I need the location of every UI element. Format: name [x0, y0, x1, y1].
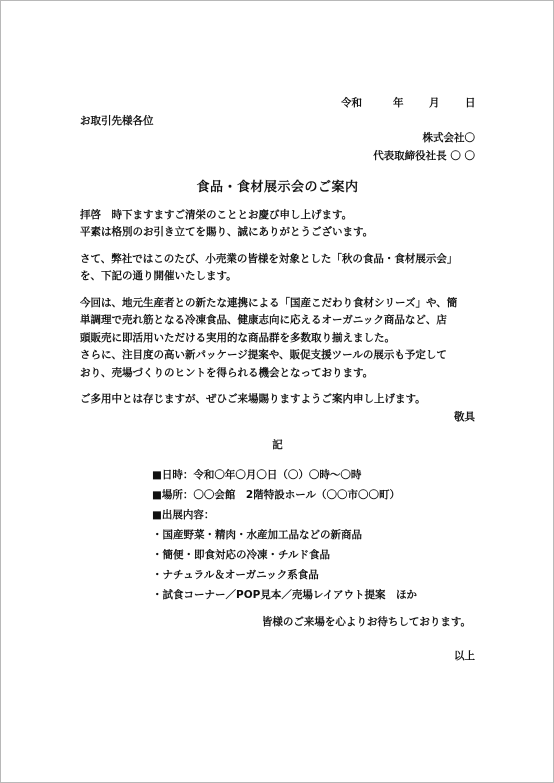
ki-heading: 記 — [272, 439, 283, 451]
greeting-line: 拝啓 時下ますますご清栄のこととお慶び申し上げます。 — [80, 208, 353, 221]
intro-line: を、下記の通り開催いたします。 — [80, 270, 237, 282]
date-era: 令和 — [341, 97, 362, 109]
detail-item: ・国産野菜・精肉・水産加工品などの新商品 — [152, 528, 362, 541]
intro-line: さて、弊社ではこのたび、小売業の皆様を対象とした「秋の食品・食材展示会」 — [80, 252, 458, 265]
detail-item: ・試食コーナー／POP見本／売場レイアウト提案 ほか — [152, 588, 417, 601]
body-line: さらに、注目度の高い新パッケージ提案や、販促支援ツールの展示も予定して — [80, 349, 447, 361]
greeting-paragraph — [80, 207, 475, 242]
date-month: 月 — [429, 97, 440, 109]
body-line: 単調理で売れ筋となる冷凍食品、健康志向に応えるオーガニック商品など、店 — [80, 314, 447, 326]
body-line: おり、売場づくりのヒントを得られる機会となっております。 — [80, 366, 374, 379]
body-paragraph — [80, 295, 475, 383]
detail-item: ・ナチュラル＆オーガニック系食品 — [152, 568, 319, 581]
keigu: 敬具 — [454, 410, 475, 423]
detail-contents-heading: ■出展内容： — [152, 508, 215, 521]
body-line: 頭販売に即活用いただける実用的な商品群を多数取り揃えました。 — [80, 331, 395, 344]
greeting-line: 平素は格別のお引き立てを賜り、誠にありがとうございます。 — [80, 226, 374, 238]
representative-name: 代表取締役社長 〇 〇 — [373, 149, 475, 162]
event-details — [152, 465, 475, 605]
ijou: 以上 — [454, 650, 475, 662]
date-line — [80, 95, 475, 113]
document-title: 食品・食材展示会のご案内 — [196, 180, 359, 195]
closing-line: 皆様のご来場を心よりお待ちしております。 — [261, 615, 471, 628]
request-line: ご多用中とは存じますが、ぜひご来場賜りますようご案内申し上げます。 — [80, 393, 426, 405]
letter-body — [80, 95, 475, 666]
date-day: 日 — [465, 97, 476, 109]
date-year: 年 — [393, 97, 404, 109]
company-name: 株式会社〇 — [422, 132, 475, 144]
detail-datetime: ■日時：令和〇年〇月〇日（〇）〇時～〇時 — [152, 468, 362, 481]
body-line: 今回は、地元生産者との新たな連携による「国産こだわり食材シリーズ」や、簡 — [80, 296, 458, 309]
detail-venue: ■場所：〇〇会館 2階特設ホール（〇〇市〇〇町） — [152, 488, 401, 501]
recipient: お取引先様各位 — [80, 114, 154, 127]
detail-item: ・簡便・即食対応の冷凍・チルド食品 — [152, 548, 330, 561]
intro-paragraph — [80, 251, 475, 286]
